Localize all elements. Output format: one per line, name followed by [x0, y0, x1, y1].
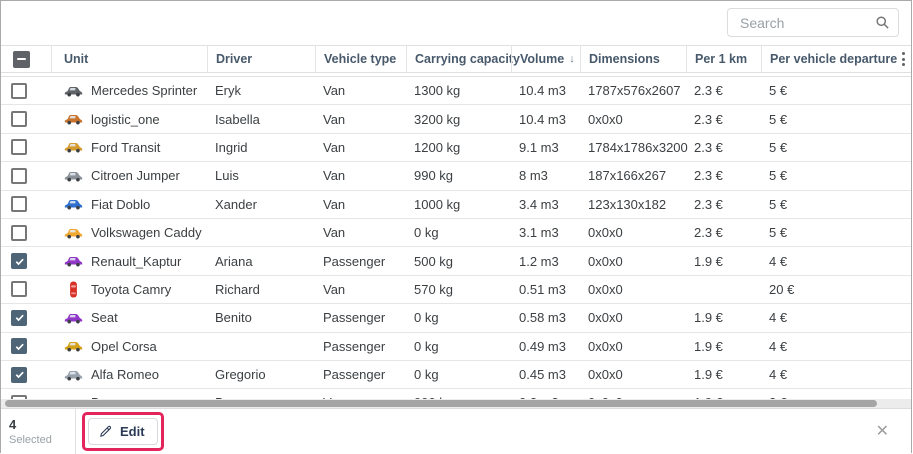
per-km-cell: 1.9 € [694, 253, 723, 269]
per-departure-cell: 5 € [769, 168, 788, 184]
per-km-cell: 1.9 € [694, 310, 723, 326]
column-header-volume[interactable] [511, 46, 580, 72]
table-row[interactable] [1, 276, 911, 304]
table-row[interactable] [1, 304, 911, 332]
volume-cell: 3.1 m3 [519, 225, 559, 241]
row-checkbox[interactable] [11, 338, 27, 354]
unit-name: logistic_one [91, 111, 160, 127]
vehicle-type-cell: Van [323, 168, 346, 184]
column-header-label: Vehicle type [324, 52, 397, 66]
capacity-cell: 500 kg [414, 253, 454, 269]
row-checkbox-cell [1, 367, 51, 383]
unit-name: Renault_Kaptur [91, 253, 182, 269]
table-row[interactable] [1, 333, 911, 361]
dimensions-cell: 0x0x0 [588, 310, 623, 326]
driver-cell: Isabella [215, 111, 260, 127]
dimensions-cell: 1784x1786x3200 [588, 139, 688, 155]
unit-cell [51, 367, 207, 382]
volume-cell: 9.1 m3 [519, 139, 559, 155]
vehicle-type-cell: Van [323, 225, 346, 241]
search-input[interactable] [740, 15, 869, 31]
row-checkbox-cell [1, 111, 51, 127]
per-km-cell: 2.3 € [694, 168, 723, 184]
dimensions-cell: 187x166x267 [588, 168, 667, 184]
pencil-icon [98, 424, 113, 439]
per-departure-cell: 5 € [769, 225, 788, 241]
capacity-cell: 1000 kg [414, 196, 461, 212]
column-settings-kebab-icon[interactable] [897, 48, 910, 70]
volume-cell: 10.4 m3 [519, 111, 566, 127]
column-header-label: Driver [216, 52, 253, 66]
per-km-cell: 2.3 € [694, 83, 723, 99]
unit-name: Fiat Doblo [91, 196, 151, 212]
dimensions-cell: 0x0x0 [588, 111, 623, 127]
edit-button[interactable] [88, 418, 158, 445]
vehicle-type-cell: Van [323, 83, 346, 99]
per-departure-cell: 4 € [769, 338, 788, 354]
row-checkbox-cell [1, 310, 51, 326]
vehicle-icon [64, 169, 83, 183]
row-checkbox-cell [1, 281, 51, 297]
volume-cell: 0.58 m3 [519, 310, 566, 326]
column-header-label: Unit [64, 52, 89, 66]
column-header-label: Dimensions [589, 52, 660, 66]
unit-name: Mercedes Sprinter [91, 83, 198, 99]
vehicle-type-cell: Passenger [323, 367, 386, 383]
row-checkbox[interactable] [11, 139, 27, 155]
selection-summary [1, 409, 76, 454]
vehicle-icon [64, 84, 83, 98]
per-km-cell: 2.3 € [694, 139, 723, 155]
unit-name: Opel Corsa [91, 338, 157, 354]
per-km-cell: 2.3 € [694, 111, 723, 127]
column-header-driver[interactable] [207, 46, 315, 72]
capacity-cell: 0 kg [414, 367, 439, 383]
column-header-label: Per 1 km [695, 52, 748, 66]
unit-cell [51, 197, 207, 212]
row-checkbox[interactable] [11, 168, 27, 184]
row-checkbox[interactable] [11, 83, 27, 99]
driver-cell: Richard [215, 281, 260, 297]
table-row[interactable] [1, 191, 911, 219]
dimensions-cell: 0x0x0 [588, 367, 623, 383]
capacity-cell: 0 kg [414, 310, 439, 326]
capacity-cell: 570 kg [414, 281, 454, 297]
driver-cell: Benito [215, 310, 252, 326]
per-departure-cell: 5 € [769, 196, 788, 212]
capacity-cell: 1200 kg [414, 139, 461, 155]
vehicle-type-cell: Van [323, 111, 346, 127]
toolbar [1, 1, 911, 45]
per-km-cell: 1.9 € [694, 338, 723, 354]
dimensions-cell: 0x0x0 [588, 281, 623, 297]
driver-cell: Luis [215, 168, 239, 184]
volume-cell: 3.4 m3 [519, 196, 559, 212]
driver-cell: Ingrid [215, 139, 248, 155]
row-checkbox[interactable] [11, 196, 27, 212]
unit-name: Toyota Camry [91, 281, 172, 297]
per-km-cell: 1.9 € [694, 367, 723, 383]
driver-cell: Ariana [215, 253, 253, 269]
indeterminate-minus-icon [17, 58, 26, 60]
unit-name: Alfa Romeo [91, 367, 159, 383]
row-checkbox-cell [1, 196, 51, 212]
row-checkbox-cell [1, 338, 51, 354]
vehicle-type-cell: Van [323, 281, 346, 297]
vehicle-icon [64, 254, 83, 268]
sort-desc-icon: ↓ [569, 53, 575, 65]
volume-cell: 1.2 m3 [519, 253, 559, 269]
row-checkbox-cell [1, 225, 51, 241]
row-checkbox-cell [1, 168, 51, 184]
unit-cell [51, 281, 207, 298]
per-departure-cell: 5 € [769, 139, 788, 155]
vehicle-icon [64, 112, 83, 126]
column-header-per-departure[interactable] [761, 46, 913, 72]
vehicle-icon [64, 368, 83, 382]
row-checkbox-cell [1, 253, 51, 269]
search-box[interactable] [727, 8, 899, 37]
per-km-cell: 2.3 € [694, 225, 723, 241]
per-departure-cell: 5 € [769, 111, 788, 127]
volume-cell: 8 m3 [519, 168, 548, 184]
row-checkbox[interactable] [11, 310, 27, 326]
column-header-label: Volume [520, 52, 565, 66]
column-header-label: Carrying capacity [415, 52, 520, 66]
dimensions-cell: 1787x576x2607 [588, 83, 681, 99]
vehicle-icon [64, 311, 83, 325]
volume-cell: 0.51 m3 [519, 281, 566, 297]
vehicle-icon [64, 339, 83, 353]
unit-name: Citroen Jumper [91, 168, 180, 184]
unit-cell [51, 225, 207, 240]
select-all-checkbox[interactable] [13, 51, 30, 68]
volume-cell: 0.45 m3 [519, 367, 566, 383]
table-row[interactable] [1, 247, 911, 275]
unit-cell [51, 339, 207, 354]
capacity-cell: 990 kg [414, 168, 454, 184]
row-checkbox[interactable] [11, 281, 27, 297]
per-departure-cell: 4 € [769, 310, 788, 326]
unit-cell [51, 83, 207, 98]
selected-label: Selected [9, 434, 52, 446]
volume-cell: 0.49 m3 [519, 338, 566, 354]
edit-button-label: Edit [120, 424, 145, 439]
table-row[interactable] [1, 105, 911, 133]
driver-cell: Gregorio [215, 367, 266, 383]
per-departure-cell: 20 € [769, 281, 795, 297]
table-body [1, 73, 911, 400]
column-header-unit[interactable] [51, 46, 207, 72]
selected-count: 4 [9, 417, 17, 432]
vehicle-icon [64, 197, 83, 211]
row-checkbox[interactable] [11, 253, 27, 269]
column-header-dimensions[interactable] [580, 46, 686, 72]
vehicle-type-cell: Passenger [323, 338, 386, 354]
horizontal-scrollbar-track[interactable] [1, 399, 911, 408]
column-header-vehicle-type[interactable] [315, 46, 406, 72]
volume-cell: 10.4 m3 [519, 83, 566, 99]
table-header-row [1, 45, 911, 73]
table-row[interactable] [1, 361, 911, 389]
unit-name: Seat [91, 310, 118, 326]
column-header-capacity[interactable] [406, 46, 520, 72]
per-departure-cell: 4 € [769, 253, 788, 269]
table-row[interactable] [1, 77, 911, 105]
search-icon[interactable] [875, 15, 890, 30]
dimensions-cell: 0x0x0 [588, 225, 623, 241]
per-km-cell: 2.3 € [694, 196, 723, 212]
table-row[interactable] [1, 219, 911, 247]
row-checkbox[interactable] [11, 367, 27, 383]
driver-cell: Xander [215, 196, 257, 212]
row-checkbox[interactable] [11, 225, 27, 241]
capacity-cell: 3200 kg [414, 111, 461, 127]
unit-cell [51, 310, 207, 325]
unit-cell [51, 112, 207, 127]
vehicle-type-cell: Van [323, 139, 346, 155]
column-header-label: Per vehicle departure [770, 52, 898, 66]
driver-cell: Eryk [215, 83, 241, 99]
unit-cell [51, 140, 207, 155]
table-row[interactable] [1, 134, 911, 162]
capacity-cell: 0 kg [414, 225, 439, 241]
unit-name: Ford Transit [91, 139, 161, 155]
per-departure-cell: 5 € [769, 83, 788, 99]
column-header-per-km[interactable] [686, 46, 761, 72]
row-checkbox-cell [1, 83, 51, 99]
row-checkbox[interactable] [11, 111, 27, 127]
unit-name: Volkswagen Caddy [91, 225, 202, 241]
dimensions-cell: 0x0x0 [588, 338, 623, 354]
close-icon[interactable]: ✕ [875, 422, 889, 440]
vehicle-icon [64, 226, 83, 240]
vehicle-icon [64, 281, 83, 298]
table-row[interactable] [1, 162, 911, 190]
unit-cell [51, 168, 207, 183]
vehicle-type-cell: Van [323, 196, 346, 212]
horizontal-scrollbar-thumb[interactable] [5, 400, 877, 407]
capacity-cell: 1300 kg [414, 83, 461, 99]
dimensions-cell: 0x0x0 [588, 253, 623, 269]
vehicle-type-cell: Passenger [323, 253, 386, 269]
header-checkbox-cell [1, 46, 51, 72]
click-annotation-highlight [82, 412, 164, 451]
capacity-cell: 0 kg [414, 338, 439, 354]
unit-cell [51, 254, 207, 269]
selection-footer [1, 408, 911, 454]
row-checkbox-cell [1, 139, 51, 155]
dimensions-cell: 123x130x182 [588, 196, 667, 212]
vehicle-type-cell: Passenger [323, 310, 386, 326]
vehicle-icon [64, 140, 83, 154]
per-departure-cell: 4 € [769, 367, 788, 383]
